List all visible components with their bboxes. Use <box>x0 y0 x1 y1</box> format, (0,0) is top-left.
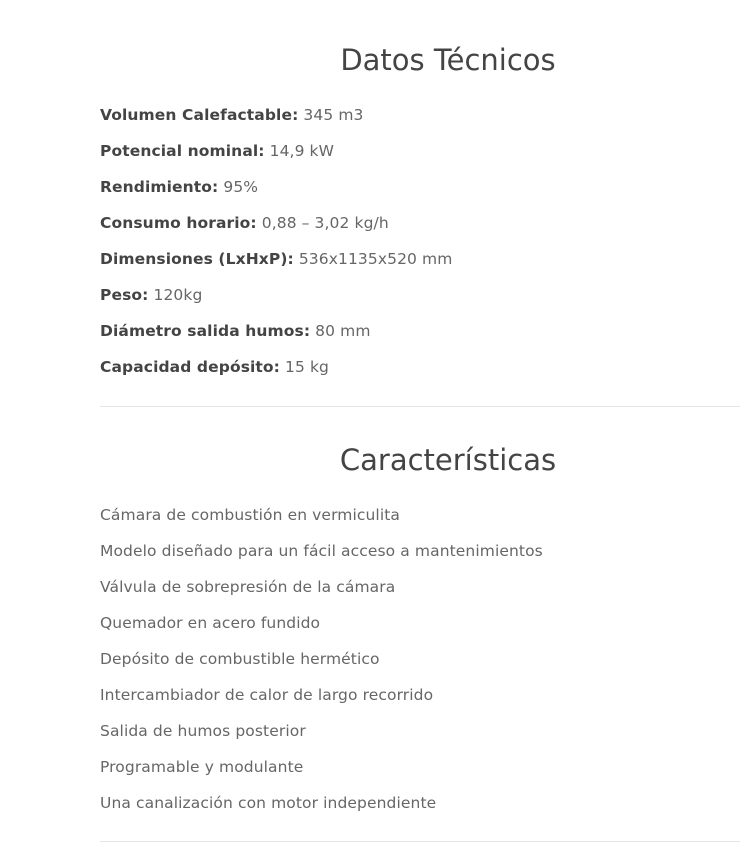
spec-value: 536x1135x520 mm <box>293 250 453 268</box>
feature-item: Quemador en acero fundido <box>100 614 321 632</box>
spec-value: 15 kg <box>279 358 329 376</box>
spec-label: Peso: <box>100 286 149 304</box>
specs-list <box>100 105 452 393</box>
features-list <box>100 505 543 829</box>
feature-item: Cámara de combustión en vermiculita <box>100 506 401 524</box>
section-divider <box>100 406 740 407</box>
feature-item: Salida de humos posterior <box>100 722 306 740</box>
spec-label: Rendimiento: <box>100 178 219 196</box>
feature-item: Una canalización con motor independiente <box>100 794 437 812</box>
spec-item <box>100 213 452 249</box>
feature-item: Depósito de combustible hermético <box>100 650 380 668</box>
spec-item <box>100 357 452 393</box>
spec-item <box>100 141 452 177</box>
spec-label: Consumo horario: <box>100 214 257 232</box>
spec-value: 80 mm <box>310 322 371 340</box>
features-section-title: Características <box>339 443 557 477</box>
section-divider <box>100 841 740 842</box>
spec-label: Potencial nominal: <box>100 142 265 160</box>
spec-label: Dimensiones (LxHxP): <box>100 250 294 268</box>
spec-value: 95% <box>218 178 259 196</box>
spec-item <box>100 177 452 213</box>
feature-item: Programable y modulante <box>100 758 304 776</box>
spec-label: Capacidad depósito: <box>100 358 280 376</box>
specs-section-title: Datos Técnicos <box>340 43 556 77</box>
spec-value: 14,9 kW <box>264 142 335 160</box>
spec-value: 120kg <box>148 286 203 304</box>
feature-item: Modelo diseñado para un fácil acceso a mantenimientos <box>100 542 543 560</box>
spec-item <box>100 105 452 141</box>
feature-item: Intercambiador de calor de largo recorrido <box>100 686 434 704</box>
feature-item: Válvula de sobrepresión de la cámara <box>100 578 396 596</box>
spec-label: Volumen Calefactable: <box>100 106 299 124</box>
spec-item <box>100 285 452 321</box>
spec-label: Diámetro salida humos: <box>100 322 311 340</box>
spec-value: 345 m3 <box>298 106 364 124</box>
spec-item <box>100 249 452 285</box>
spec-value: 0,88 – 3,02 kg/h <box>256 214 389 232</box>
spec-item <box>100 321 452 357</box>
